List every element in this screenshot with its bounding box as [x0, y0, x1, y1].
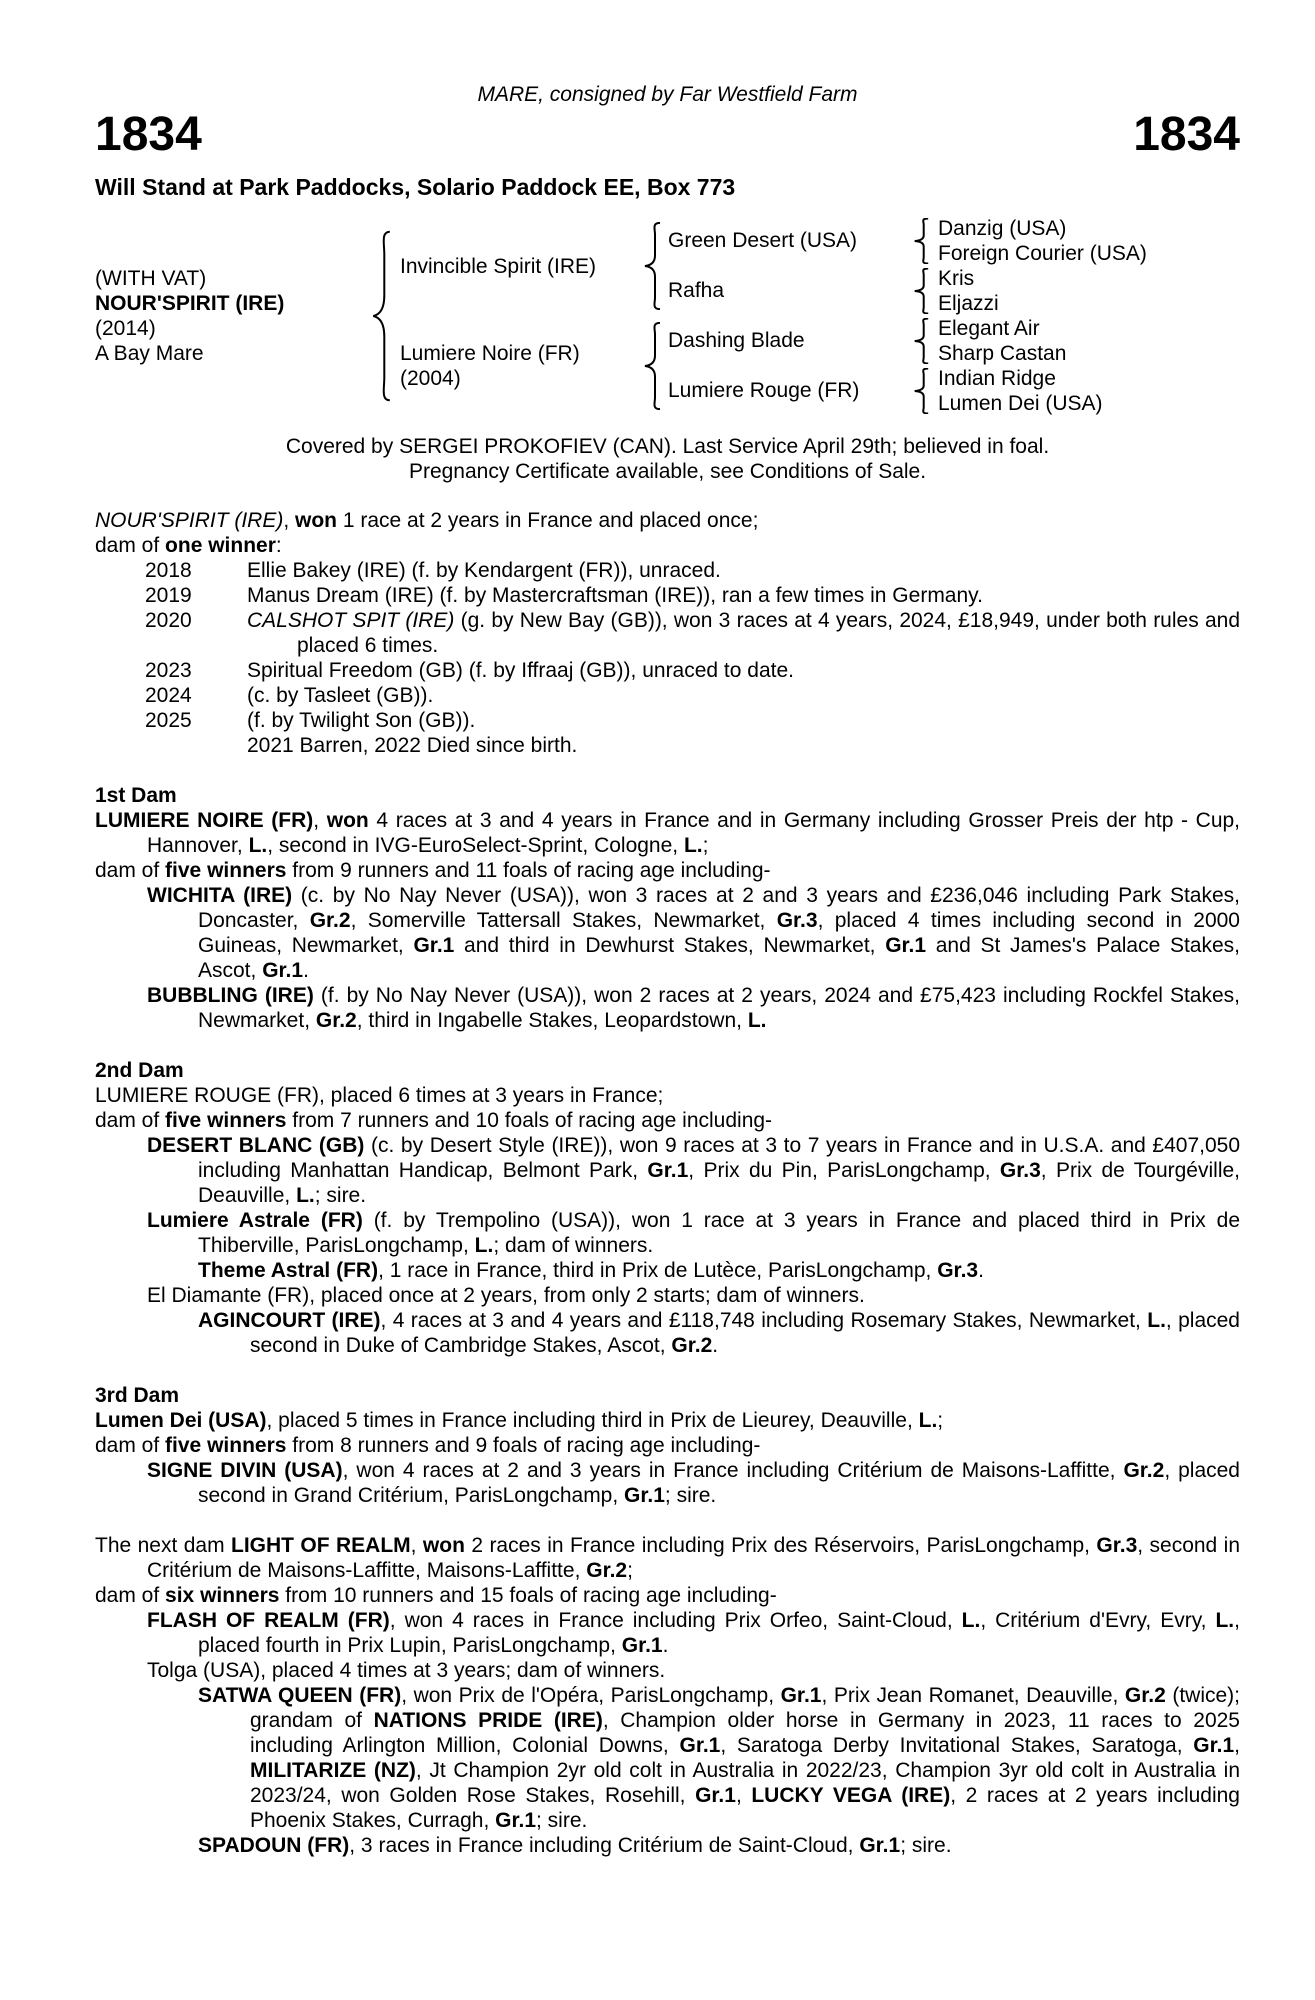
gen4-name: Sharp Castan: [938, 342, 1067, 365]
sire-dam-name: Rafha: [668, 279, 725, 302]
gap-3: [95, 1358, 1240, 1383]
spadoun-entry: SPADOUN (FR), 3 races in France including Critérium de Saint-Cloud, Gr.1; sire.: [198, 1834, 952, 1857]
third-dam-record: Lumen Dei (USA), placed 5 times in France including third in Prix de Lieurey, Deauville, L.;: [95, 1409, 944, 1432]
produce-2020: 2020 CALSHOT SPIT (IRE) (g. by New Bay (GB)), won 3 races at 4 years, 2024, £18,949, under both rules and placed 6 times.: [145, 609, 1240, 657]
third-dam-produce-intro: dam of five winners from 8 runners and 9 foals of racing age including-: [95, 1434, 761, 1457]
gap-4: [95, 1508, 1240, 1533]
satwa-queen-entry: SATWA QUEEN (FR), won Prix de l'Opéra, ParisLongchamp, Gr.1, Prix Jean Romanet, Deauville, Gr.2 (twice); grandam of NATIONS PRIDE (IRE), Champion older horse in Germany in 2023, 11 races to 2025 including Arlington Million, Colonial Downs, Gr.1, Saratoga Derby Invitational Stakes, Saratoga, Gr.1, MILITARIZE (NZ), Jt Champion 2yr old colt in Australia in 2022/23, Champion 3yr old colt in Australia in 2023/24, won Golden Rose Stakes, Rosehill, Gr.1, LUCKY VEGA (IRE), 2 races at 2 years including Phoenix Stakes, Curragh, Gr.1; sire.: [198, 1684, 1240, 1832]
first-dam-record: LUMIERE NOIRE (FR), won 4 races at 3 and 4 years in France and in Germany including Grosser Preis der htp - Cup, Hannover, L., second in IVG-EuroSelect-Sprint, Cologne, L.;: [95, 809, 1241, 857]
pedigree-brace-dam: [642, 322, 662, 410]
body-blocks: [95, 508, 1240, 1858]
theme-astral-entry: Theme Astral (FR), 1 race in France, third in Prix de Lutèce, ParisLongchamp, Gr.3.: [198, 1259, 984, 1282]
gen4-name: Indian Ridge: [938, 367, 1056, 390]
pedigree-brace-gen3-4: [912, 368, 930, 414]
dam-sire-name: Dashing Blade: [668, 329, 805, 352]
gen4-name: Danzig (USA): [938, 217, 1067, 240]
pedigree-brace-gen3-2: [912, 268, 930, 314]
produce-barren-note: 2021 Barren, 2022 Died since birth.: [247, 734, 578, 757]
pedigree-brace-sire: [642, 222, 662, 310]
mare-year: (2014): [95, 317, 156, 340]
dam-cell: [392, 341, 642, 391]
tolga-entry: Tolga (USA), placed 4 times at 3 years; dam of winners.: [147, 1659, 666, 1682]
lot-number-right: 1834: [1133, 108, 1240, 161]
dam-year: (2004): [400, 367, 461, 390]
mare-description: A Bay Mare: [95, 342, 204, 365]
gen4-name: Foreign Courier (USA): [938, 242, 1147, 265]
lot-number-row: [95, 109, 1240, 161]
el-diamante-entry: El Diamante (FR), placed once at 2 years, from only 2 starts; dam of winners.: [147, 1284, 865, 1307]
gap-2: [95, 1033, 1240, 1058]
lot-number-left: 1834: [95, 108, 202, 161]
next-dam-record: The next dam LIGHT OF REALM, won 2 races in France including Prix des Réservoirs, ParisLongchamp, Gr.3, second in Critérium de Maisons-Laffitte, Maisons-Laffitte, Gr.2;: [95, 1534, 1241, 1582]
pedigree-subject: [95, 216, 370, 416]
produce-year: 2025: [145, 709, 192, 732]
pregnancy-certificate-line: Pregnancy Certificate available, see Conditions of Sale.: [408, 460, 927, 483]
mare-name: NOUR'SPIRIT (IRE): [95, 292, 285, 315]
produce-year: 2020: [145, 609, 192, 632]
next-dam-produce-intro: dam of six winners from 10 runners and 15 foals of racing age including-: [95, 1584, 777, 1607]
pedigree-brace-gen3-3: [912, 318, 930, 364]
sire-cell: [392, 254, 642, 279]
produce-2024: 2024 (c. by Tasleet (GB)).: [145, 684, 434, 707]
dam-branch: [392, 316, 1240, 416]
consignor-line: MARE, consigned by Far Westfield Farm: [477, 83, 858, 106]
bubbling-entry: BUBBLING (IRE) (f. by No Nay Never (USA)), won 2 races at 2 years, 2024 and £75,423 including Rockfel Stakes, Newmarket, Gr.2, third in Ingabelle Stakes, Leopardstown, L.: [147, 984, 1240, 1032]
vat-note: (WITH VAT): [95, 267, 207, 290]
covering-line: Covered by SERGEI PROKOFIEV (CAN). Last Service April 29th; believed in foal.: [285, 435, 1050, 458]
dam-of-one-winner: dam of one winner:: [95, 534, 282, 557]
produce-2018: 2018 Ellie Bakey (IRE) (f. by Kendargent (FR)), unraced.: [145, 559, 721, 582]
pedigree-brace-gen3-1: [912, 218, 930, 264]
produce-2023: 2023 Spiritual Freedom (GB) (f. by Iffraaj (GB)), unraced to date.: [145, 659, 794, 682]
gen4-name: Kris: [938, 267, 975, 290]
second-dam-produce-intro: dam of five winners from 7 runners and 10 foals of racing age including-: [95, 1109, 773, 1132]
covering-statement: [95, 434, 1240, 484]
sire-name: Invincible Spirit (IRE): [400, 254, 597, 278]
flash-of-realm-entry: FLASH OF REALM (FR), won 4 races in France including Prix Orfeo, Saint-Cloud, L., Critérium d'Evry, Evry, L., placed fourth in Prix Lupin, ParisLongchamp, Gr.1.: [147, 1609, 1240, 1657]
lumiere-astrale-entry: Lumiere Astrale (FR) (f. by Trempolino (USA)), won 1 race at 3 years in France and placed third in Prix de Thiberville, ParisLongchamp, L.; dam of winners.: [147, 1209, 1240, 1257]
heading-3rd-dam: 3rd Dam: [95, 1384, 180, 1407]
sire-sire-name: Green Desert (USA): [668, 229, 858, 252]
gen4-name: Elegant Air: [938, 317, 1040, 340]
first-dam-produce-intro: dam of five winners from 9 runners and 11 foals of racing age including-: [95, 859, 771, 882]
produce-year: 2018: [145, 559, 192, 582]
produce-year: 2024: [145, 684, 192, 707]
pedigree-brace-gen1: [370, 230, 392, 402]
gap-1: [95, 758, 1240, 783]
gen4-name: Lumen Dei (USA): [938, 392, 1103, 415]
dam-name: Lumiere Noire (FR): [400, 342, 580, 365]
heading-1st-dam: 1st Dam: [95, 784, 177, 807]
second-dam-record: LUMIERE ROUGE (FR), placed 6 times at 3 years in France;: [95, 1084, 664, 1107]
pedigree-table: [95, 216, 1240, 416]
produce-2025: 2025 (f. by Twilight Son (GB)).: [145, 709, 476, 732]
sire-branch: [392, 216, 1240, 316]
heading-2nd-dam: 2nd Dam: [95, 1059, 184, 1082]
mare-race-record: NOUR'SPIRIT (IRE), won 1 race at 2 years in France and placed once;: [95, 509, 759, 532]
dam-dam-name: Lumiere Rouge (FR): [668, 379, 860, 402]
wichita-entry: WICHITA (IRE) (c. by No Nay Never (USA)), won 3 races at 2 and 3 years and £236,046 including Park Stakes, Doncaster, Gr.2, Somerville Tattersall Stakes, Newmarket, Gr.3, placed 4 times including second in 2000 Guineas, Newmarket, Gr.1 and third in Dewhurst Stakes, Newmarket, Gr.1 and St James's Palace Stakes, Ascot, Gr.1.: [147, 884, 1241, 982]
signe-divin-entry: SIGNE DIVIN (USA), won 4 races at 2 and 3 years in France including Critérium de Maisons-Laffitte, Gr.2, placed second in Grand Critérium, ParisLongchamp, Gr.1; sire.: [147, 1459, 1240, 1507]
gen4-name: Eljazzi: [938, 292, 999, 315]
produce-2019: 2019 Manus Dream (IRE) (f. by Mastercraftsman (IRE)), ran a few times in Germany.: [145, 584, 983, 607]
desert-blanc-entry: DESERT BLANC (GB) (c. by Desert Style (IRE)), won 9 races at 3 to 7 years in France and in U.S.A. and £407,050 including Manhattan Handicap, Belmont Park, Gr.1, Prix du Pin, ParisLongchamp, Gr.3, Prix de Tourgéville, Deauville, L.; sire.: [147, 1134, 1240, 1207]
agincourt-entry: AGINCOURT (IRE), 4 races at 3 and 4 years and £118,748 including Rosemary Stakes, Newmarket, L., placed second in Duke of Cambridge Stakes, Ascot, Gr.2.: [198, 1309, 1240, 1357]
produce-year: 2019: [145, 584, 192, 607]
stand-location-line: Will Stand at Park Paddocks, Solario Paddock EE, Box 773: [95, 174, 736, 200]
produce-year: 2023: [145, 659, 192, 682]
